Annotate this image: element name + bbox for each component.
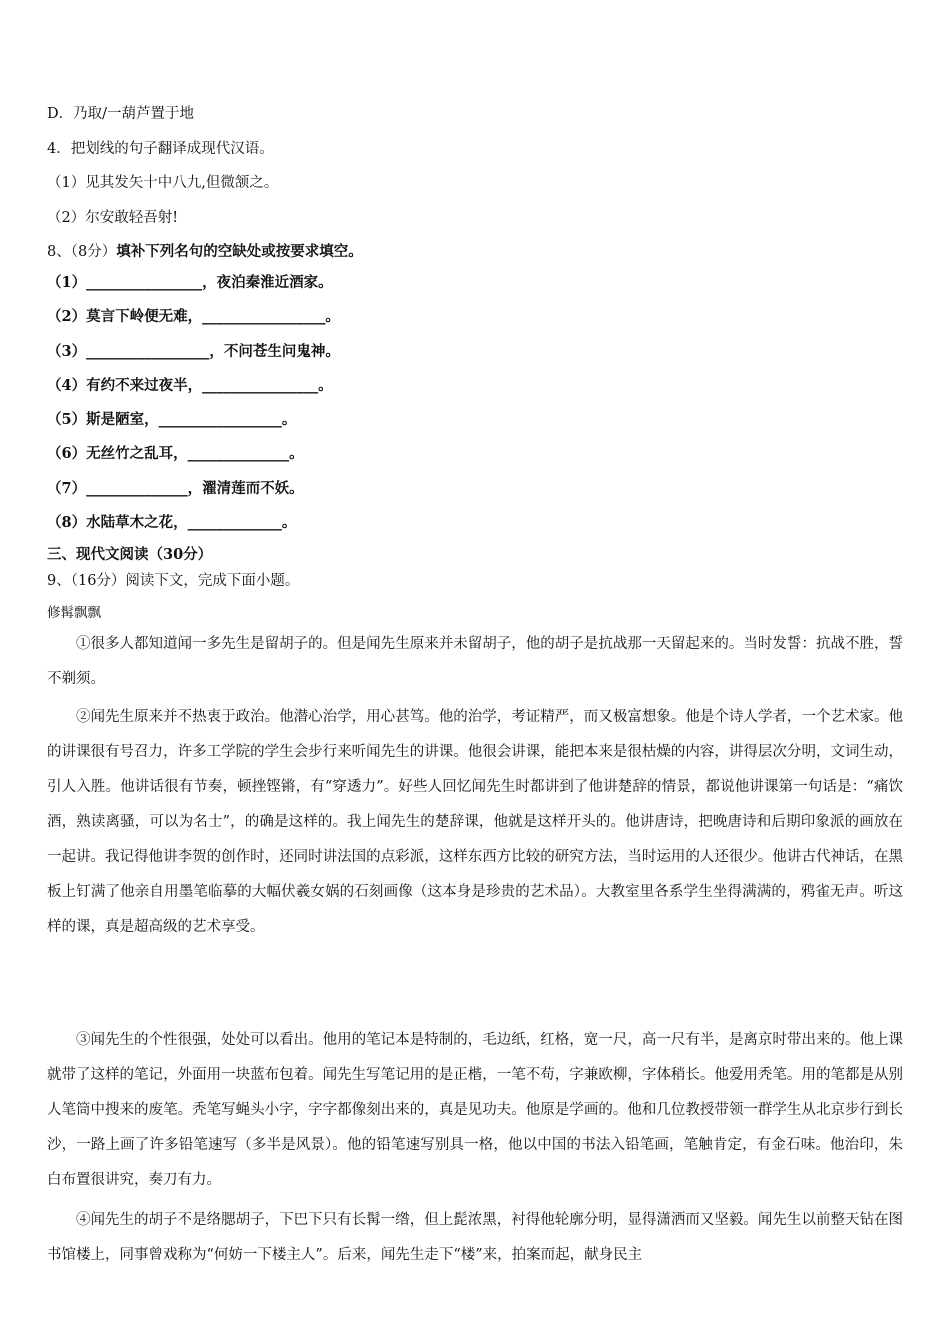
- paragraph-4: ④闻先生的胡子不是络腮胡子，下巴下只有长髯一绺，但上髭浓黑，衬得他轮廓分明，显得潇洒而又坚毅。闻先生以前整天钻在图书馆楼上，同事曾戏称为“何妨一下楼主人”。后来，闻先生走下“楼”来，拍案而起，献身民主: [47, 1212, 903, 1263]
- paragraph-1: ①很多人都知道闻一多先生是留胡子的。但是闻先生原来并未留胡子，他的胡子是抗战那一天留起来的。当时发誓：抗战不胜，誓不剃须。: [47, 636, 903, 687]
- q8-blank-2: （2）莫言下岭便无难，_________________。: [47, 308, 340, 325]
- q8-blank-4: （4）有约不来过夜半，________________。: [47, 377, 333, 394]
- q4-title: 4．把划线的句子翻译成现代汉语。: [47, 141, 274, 157]
- q8-blank-6: （6）无丝竹之乱耳，______________。: [47, 445, 304, 462]
- q8-blank-1: （1）________________，夜泊秦淮近酒家。: [47, 274, 333, 291]
- paragraph-2: ②闻先生原来并不热衷于政治。他潜心治学，用心甚笃。他的治学，考证精严，而又极富想象。他是个诗人学者，一个艺术家。他的讲课很有号召力，许多工学院的学生会步行来听闻先生的讲课。他很会讲课，能把本来是很枯燥的内容，讲得层次分明，文词生动，引人入胜。他讲话很有节奏，顿挫铿锵，有“穿透力”。好些人回忆闻先生时都讲到了他讲楚辞的情景，都说他讲课第一句话是：“痛饮酒，熟读离骚，可以为名士”，的确是这样的。我上闻先生的楚辞课，他就是这样开头的。他讲唐诗，把晚唐诗和后期印象派的画放在一起讲。我记得他讲李贺的创作时，还同时讲法国的点彩派，这样东西方比较的研究方法，当时运用的人还很少。他讲古代神话，在黑板上钉满了他亲自用墨笔临摹的大幅伏羲女娲的石刻画像（这本身是珍贵的艺术品）。大教室里各系学生坐得满满的，鸦雀无声。听这样的课，真是超高级的艺术享受。: [47, 709, 903, 935]
- paragraph-3: ③闻先生的个性很强，处处可以看出。他用的笔记本是特制的，毛边纸，红格，宽一尺，高一尺有半，是离京时带出来的。他上课就带了这样的笔记，外面用一块蓝布包着。闻先生写笔记用的是正楷，一笔不苟，字兼欧柳，字体稍长。他爱用秃笔。用的笔都是从别人笔筒中搜来的废笔。秃笔写蝇头小字，字字都像刻出来的，真是见功夫。他原是学画的。他和几位教授带领一群学生从北京步行到长沙，一路上画了许多铅笔速写（多半是风景）。他的铅笔速写别具一格，他以中国的书法入铅笔画，笔触肯定，有金石味。他治印，朱白布置很讲究，奏刀有力。: [47, 1032, 903, 1188]
- q8-instruction: 填补下列名句的空缺处或按要求填空。: [116, 243, 363, 260]
- q8-number: 8、（8分）: [47, 244, 117, 260]
- passage-title: 修髯飘飘: [47, 605, 101, 621]
- q8-blank-3: （3）_________________，不问苍生问鬼神。: [47, 343, 340, 360]
- q3-option-d: D．乃取/一葫芦置于地: [47, 106, 195, 122]
- q8-blank-7: （7）______________，濯清莲而不妖。: [47, 480, 304, 497]
- q4-sentence-2: （2）尔安敢轻吾射!: [47, 210, 179, 226]
- q8-blank-5: （5）斯是陋室，_________________。: [47, 411, 297, 428]
- q8-blank-8: （8）水陆草木之花，_____________。: [47, 514, 297, 531]
- q4-sentence-1: （1）见其发矢十中八九,但微颔之。: [47, 175, 279, 191]
- q8-title: [47, 240, 363, 261]
- q9-intro: 9、（16分）阅读下文，完成下面小题。: [47, 573, 300, 589]
- section3-title: 三、现代文阅读（30分）: [47, 546, 213, 563]
